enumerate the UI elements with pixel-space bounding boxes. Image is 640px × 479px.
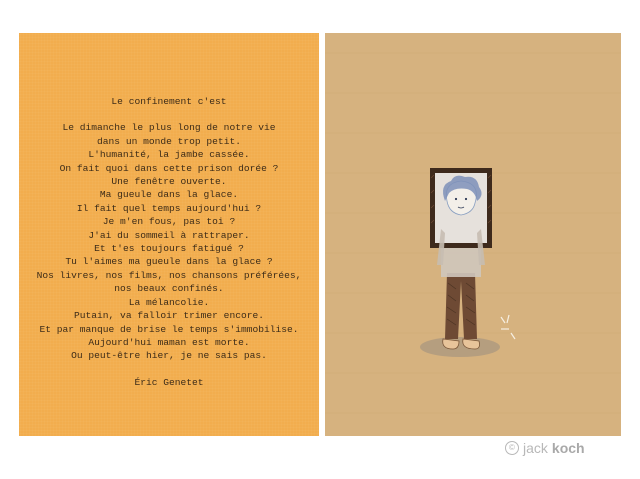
legs (445, 273, 477, 339)
illustration (325, 33, 621, 436)
poem-line: Tu l'aimes ma gueule dans la glace ? (65, 256, 273, 268)
poem-line: On fait quoi dans cette prison dorée ? (59, 162, 279, 174)
poem-author: Éric Genetet (134, 376, 204, 388)
poem-line: L'humanité, la jambe cassée. (88, 149, 250, 161)
poem-line: Nos livres, nos films, nos chansons préférées, (36, 269, 302, 281)
poem-title: Le confinement c'est (111, 96, 227, 107)
poem-line: nos beaux confinés. (114, 283, 224, 295)
poem-line: Le dimanche le plus long de notre vie (62, 122, 276, 134)
poem-line: Ou peut-être hier, je ne sais pas. (71, 350, 267, 362)
poem-line: Ma gueule dans la glace. (99, 189, 239, 201)
credit-last: koch (551, 440, 585, 456)
copyright-credit (505, 440, 585, 456)
poem-line: Putain, va falloir trimer encore. (74, 310, 264, 322)
poem-line: Et t'es toujours fatigué ? (94, 243, 244, 255)
left-page (19, 33, 319, 436)
sparkle-marks (501, 315, 515, 339)
poem-line: Je m'en fous, pas toi ? (102, 216, 236, 228)
right-page (325, 33, 621, 436)
poem (19, 95, 319, 389)
credit-first: jack (523, 440, 548, 456)
poem-line: dans un monde trop petit. (97, 135, 241, 147)
poem-line: Aujourd'hui maman est morte. (88, 336, 250, 348)
poem-lines (19, 121, 319, 362)
poem-line: Il fait quel temps aujourd'hui ? (76, 202, 262, 214)
copyright-icon: © (505, 441, 519, 455)
left-shoe (443, 339, 459, 349)
poem-line: La mélancolie. (128, 296, 210, 308)
ground-shadow (420, 337, 500, 357)
poem-line: Et par manque de brise le temps s'immobilise. (39, 323, 299, 335)
poem-line: Une fenêtre ouverte. (111, 176, 227, 188)
poem-line: J'ai du sommeil à rattraper. (88, 229, 250, 241)
